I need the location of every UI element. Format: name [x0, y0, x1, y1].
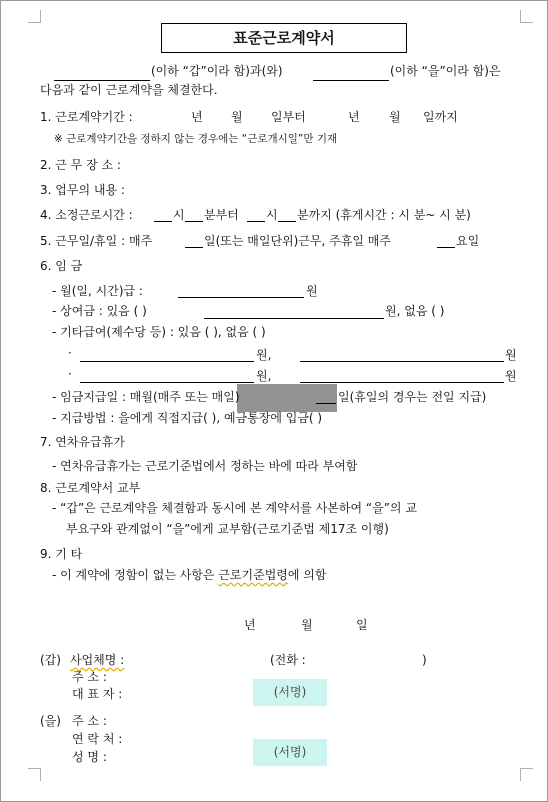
item-9-label: 9. 기 타: [40, 547, 83, 561]
item-4-hour-2: 시: [266, 208, 278, 222]
end-minute-blank[interactable]: [278, 221, 296, 222]
payment-method: - 지급방법 : 을에게 직접지급( ), 예금통장에 입금( ): [52, 411, 323, 425]
bonus-unit: 원, 없음 ( ): [385, 304, 445, 318]
employee-address: 주 소 :: [72, 714, 107, 728]
payday-label: - 임금지급일 : 매월(매주 또는 매일): [52, 390, 240, 404]
intro-line-2: 다음과 같이 근로계약을 체결한다.: [40, 83, 218, 97]
crop-mark-top-left: [28, 10, 41, 23]
item-5-weekday: 요일: [456, 234, 480, 248]
extra-bullet-1: ·: [68, 346, 72, 360]
employer-address: 주 소 :: [72, 670, 107, 684]
extra-unit-2a: 원,: [256, 369, 272, 383]
extra-pay-blank-2a[interactable]: [80, 382, 254, 383]
sign-date-month: 월: [301, 618, 313, 632]
employer-name-blank[interactable]: [54, 80, 150, 81]
item-2-label: 2. 근 무 장 소 :: [40, 158, 121, 172]
wage-label: - 월(일, 시간)급 :: [52, 284, 143, 298]
wage-unit: 원: [306, 284, 318, 298]
start-minute-blank[interactable]: [185, 221, 203, 222]
item-4-from: 분부터: [204, 208, 239, 222]
item-8-text-1: - “갑”은 근로계약을 체결함과 동시에 본 계약서를 사본하여 “을”의 교: [52, 501, 417, 515]
employer-business-name-text: 사업체명 :: [70, 653, 125, 667]
item-3-label: 3. 업무의 내용 :: [40, 183, 125, 197]
extra-unit-1a: 원,: [256, 348, 272, 362]
item-7-label: 7. 연차유급휴가: [40, 435, 125, 449]
item-5-label: 5. 근무일/휴일 : 매주: [40, 234, 153, 248]
crop-mark-bottom-right: [520, 768, 533, 781]
extra-pay-blank-1b[interactable]: [300, 361, 504, 362]
item-1-year-from: 년: [191, 110, 203, 124]
selection-highlight: [237, 384, 337, 412]
item-9-text: [52, 567, 326, 583]
item-7-text: - 연차유급휴가는 근로기준법에서 정하는 바에 따라 부여함: [52, 459, 358, 473]
crop-mark-top-right: [520, 10, 533, 23]
employer-representative: 대 표 자 :: [72, 687, 123, 701]
item-9-text-post: 에 의함: [287, 568, 327, 582]
item-9-text-pre: - 이 계약에 정함이 없는 사항은: [52, 568, 219, 582]
item-4-label: 4. 소정근로시간 :: [40, 208, 133, 222]
spellcheck-word: 근로기준법령: [218, 568, 288, 582]
extra-pay-label: - 기타급여(제수당 등) : 있음 ( ), 없음 ( ): [52, 325, 266, 339]
document-title: 표준근로계약서: [161, 23, 407, 53]
item-1-note: ※ 근로계약기간을 정하지 않는 경우에는 “근로개시일”만 기재: [54, 133, 338, 145]
start-hour-blank[interactable]: [154, 221, 172, 222]
employee-name: 성 명 :: [72, 750, 107, 764]
employer-business-name: [70, 652, 124, 668]
item-8-text-2: 부요구와 관계없이 “을”에게 교부함(근로기준법 제17조 이행): [66, 522, 389, 536]
item-6-label: 6. 임 금: [40, 259, 83, 273]
item-4-until: 분까지 (휴게시간 : 시 분~ 시 분): [297, 208, 471, 222]
employee-signature-field[interactable]: (서명): [253, 739, 327, 766]
employer-phone: (전화 :: [270, 653, 306, 667]
item-4-hour-1: 시: [173, 208, 185, 222]
extra-pay-blank-1a[interactable]: [80, 361, 254, 362]
intro-employer-text: (이하 “갑”이라 함)과(와): [151, 64, 283, 78]
bonus-label: - 상여금 : 있음 ( ): [52, 304, 147, 318]
item-5-text: 일(또는 매일단위)근무, 주휴일 매주: [204, 234, 391, 248]
item-1-year-to: 년: [348, 110, 360, 124]
item-1-month-to: 월: [389, 110, 401, 124]
employee-name-blank[interactable]: [313, 80, 389, 81]
extra-pay-blank-2b[interactable]: [300, 382, 504, 383]
employee-label: (을): [40, 714, 61, 728]
employer-label: (갑): [40, 653, 61, 667]
wage-blank[interactable]: [178, 297, 304, 298]
bonus-blank[interactable]: [204, 318, 384, 319]
weekly-holiday-blank[interactable]: [437, 247, 455, 248]
item-1-label: 1. 근로계약기간 :: [40, 110, 133, 124]
intro-employee-text: (이하 “을”이라 함)은: [390, 64, 501, 78]
payday-text: 일(휴일의 경우는 전일 지급): [338, 390, 487, 404]
sign-date-day: 일: [356, 618, 368, 632]
sign-date-year: 년: [244, 618, 256, 632]
end-hour-blank[interactable]: [247, 221, 265, 222]
extra-bullet-2: ·: [68, 367, 72, 381]
crop-mark-bottom-left: [28, 768, 41, 781]
item-1-day-from: 일부터: [271, 110, 306, 124]
extra-unit-1b: 원: [505, 348, 517, 362]
employee-contact: 연 락 처 :: [72, 732, 123, 746]
workdays-blank[interactable]: [185, 247, 203, 248]
employer-phone-close: ): [422, 653, 427, 667]
payday-blank[interactable]: [316, 403, 336, 404]
item-8-label: 8. 근로계약서 교부: [40, 481, 141, 495]
employer-signature-field[interactable]: (서명): [253, 679, 327, 706]
item-1-month-from: 월: [231, 110, 243, 124]
item-1-day-to: 일까지: [423, 110, 458, 124]
extra-unit-2b: 원: [505, 369, 517, 383]
